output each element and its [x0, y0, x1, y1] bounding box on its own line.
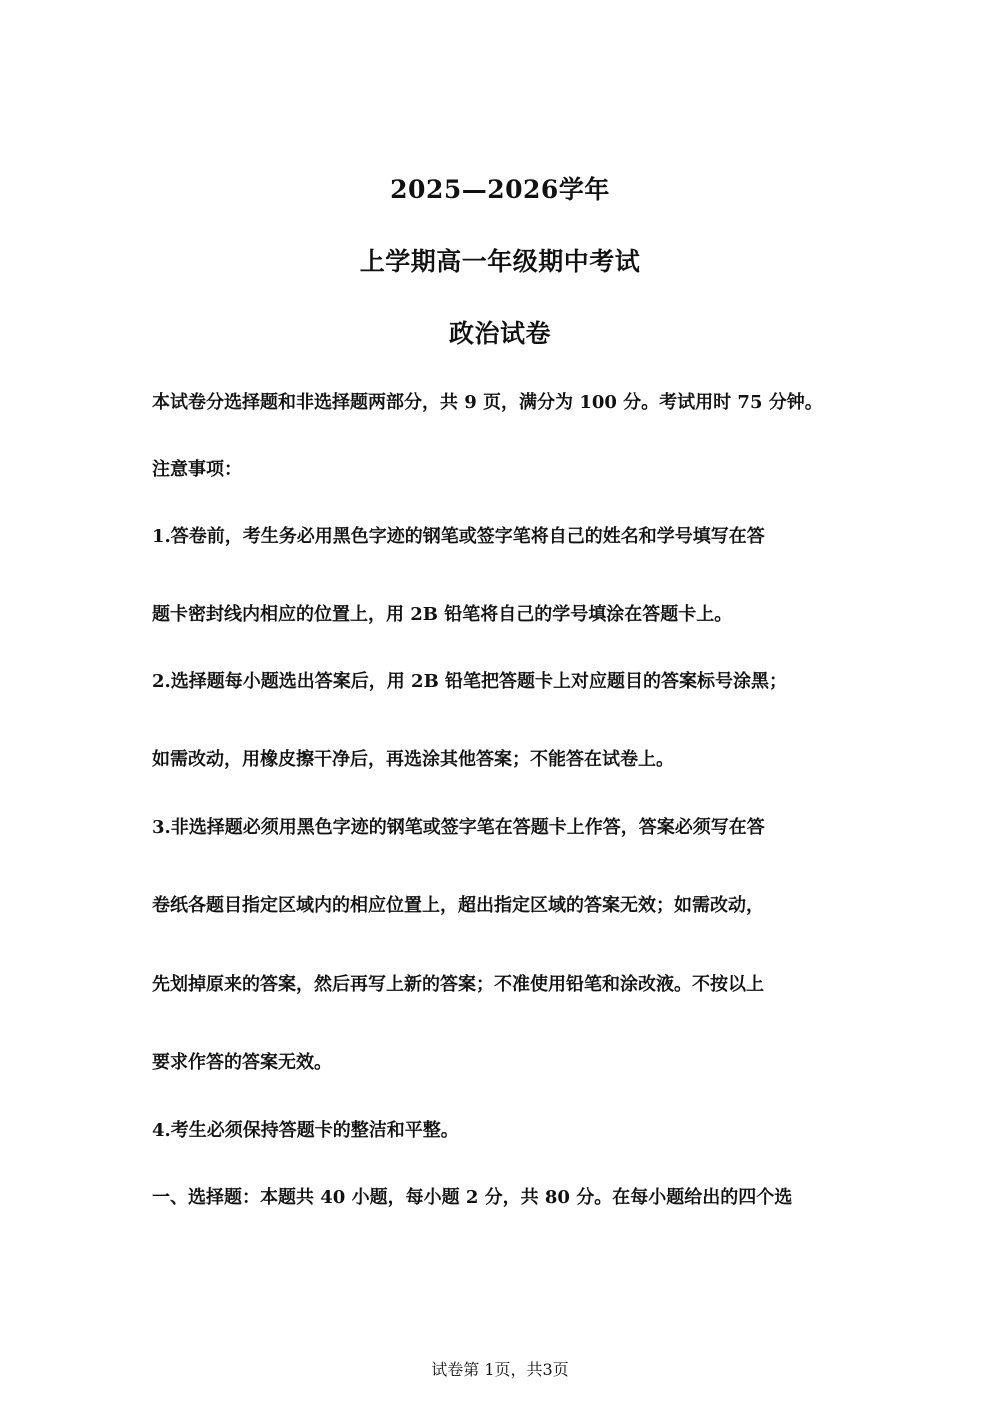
section-one-heading: 一、选择题：本题共 40 小题，每小题 2 分，共 80 分。在每小题给出的四个选 [152, 1187, 793, 1208]
notice-line: 要求作答的答案无效。 [152, 1052, 332, 1073]
subject-title: 政治试卷 [448, 319, 551, 348]
notice-line: 卷纸各题目指定区域内的相应位置上，超出指定区域的答案无效；如需改动， [152, 895, 764, 916]
page-footer: 试卷第 1页，共3页 [431, 1360, 569, 1379]
notice-line: 如需改动，用橡皮擦干净后，再选涂其他答案；不能答在试卷上。 [152, 749, 674, 770]
notice-line: 先划掉原来的答案，然后再写上新的答案；不准使用铅笔和涂改液。不按以上 [152, 974, 764, 995]
exam-title: 上学期高一年级期中考试 [359, 247, 641, 276]
notice-line: 1.答卷前，考生务必用黑色字迹的钢笔或签字笔将自己的姓名和学号填写在答 [152, 526, 765, 547]
notice-line: 3.非选择题必须用黑色字迹的钢笔或签字笔在答题卡上作答，答案必须写在答 [152, 817, 765, 838]
notice-line: 4.考生必须保持答题卡的整洁和平整。 [152, 1120, 459, 1141]
notice-line: 2.选择题每小题选出答案后，用 2B 铅笔把答题卡上对应题目的答案标号涂黑； [152, 671, 788, 692]
intro-text: 本试卷分选择题和非选择题两部分，共 9 页，满分为 100 分。考试用时 75 分钟。 [152, 392, 823, 413]
notice-line: 题卡密封线内相应的位置上，用 2B 铅笔将自己的学号填涂在答题卡上。 [152, 604, 733, 625]
notice-heading: 注意事项： [152, 459, 242, 480]
year-title: 2025—2026学年 [390, 175, 610, 204]
